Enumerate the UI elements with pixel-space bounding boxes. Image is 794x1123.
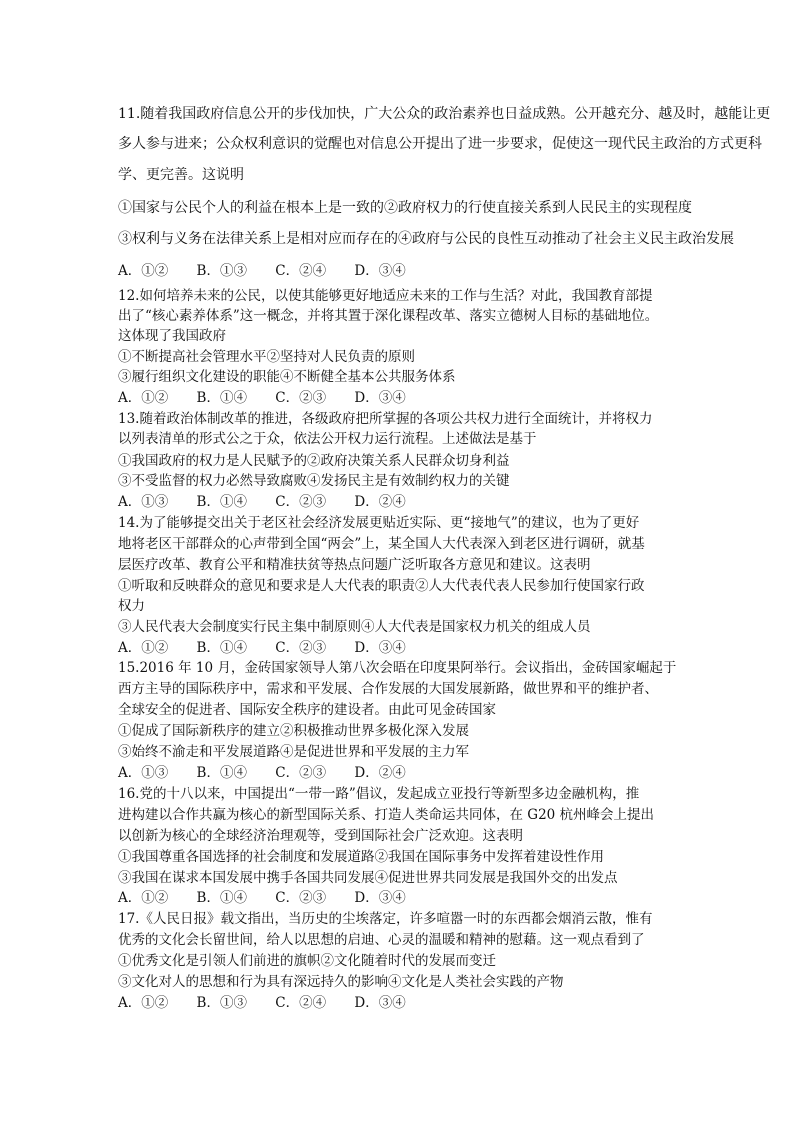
statement-line: ③文化对人的思想和行为具有深远持久的影响④文化是人类社会实践的产物 — [118, 974, 564, 990]
statement-line: ①我国尊重各国选择的社会制度和发展道路②我国在国际事务中发挥着建设性作用 — [118, 849, 604, 865]
option-c: C．②④ — [275, 995, 327, 1011]
answer-options — [118, 994, 430, 1012]
option-a: A．①② — [118, 390, 169, 406]
statement-line: ①促成了国际新秩序的建立②积极推动世界多极化深入发展 — [118, 723, 469, 739]
option-d: D．②④ — [354, 494, 406, 510]
option-a: A．①② — [118, 995, 169, 1011]
statement-line: ③人民代表大会制度实行民主集中制原则④人大代表是国家权力机关的组成人员 — [118, 619, 591, 635]
answer-options — [118, 262, 430, 280]
statement-line: ①不断提高社会管理水平②坚持对人民负责的原则 — [118, 349, 415, 365]
question-text-line: 14.为了能够提交出关于老区社会经济发展更贴近实际、更“接地气”的建议，也为了更好 — [118, 515, 640, 531]
question-text-line: 以列表清单的形式公之于众，依法公开权力运行流程。上述做法是基于 — [118, 431, 537, 447]
statement-line: ①优秀文化是引领人们前进的旗帜②文化随着时代的发展而变迁 — [118, 953, 496, 969]
option-b: B．①③ — [196, 263, 247, 279]
statement-line: ①听取和反映群众的意见和要求是人大代表的职责②人大代表代表人民参加行使国家行政 — [118, 578, 645, 594]
option-d: D．③④ — [354, 890, 406, 906]
option-c: C．②③ — [275, 390, 327, 406]
statement-line: ③不受监督的权力必然导致腐败④发扬民主是有效制约权力的关键 — [118, 473, 510, 489]
question-text-line: 优秀的文化会长留世间，给人以思想的启迪、心灵的温暖和精神的慰藉。这一观点看到了 — [118, 932, 645, 948]
statement-line: ③权利与义务在法律关系上是相对应而存在的④政府与公民的良性互动推动了社会主义民主政治发展 — [118, 231, 734, 247]
question-text-line: 出了“核心素养体系”这一概念，并将其置于深化课程改革、落实立德树人目标的基础地位。 — [118, 308, 659, 324]
answer-options — [118, 389, 430, 407]
question-text-line: 16.党的十八以来，中国提出“一带一路”倡议，发起成立亚投行等新型多边金融机构，推 — [118, 786, 640, 802]
option-a: A．①③ — [118, 494, 169, 510]
option-d: D．②④ — [354, 765, 406, 781]
option-d: D．③④ — [354, 640, 406, 656]
option-a: A．①② — [118, 890, 169, 906]
answer-options — [118, 764, 430, 782]
option-a: A．①③ — [118, 765, 169, 781]
option-d: D．③④ — [354, 263, 406, 279]
option-a: A．①② — [118, 263, 169, 279]
question-text-line: 13.随着政治体制改革的推进，各级政府把所掌握的各项公共权力进行全面统计，并将权力 — [118, 411, 653, 427]
question-text-line: 17.《人民日报》载文指出，当历史的尘埃落定，许多喧嚣一时的东西都会烟消云散，惟有 — [118, 911, 653, 927]
question-text-line: 12.如何培养未来的公民，以使其能够更好地适应未来的工作与生活？对此，我国教育部提 — [118, 288, 653, 304]
option-c: C．②③ — [275, 890, 327, 906]
option-c: C．②④ — [275, 263, 327, 279]
option-c: C．②③ — [275, 494, 327, 510]
option-b: B．①④ — [196, 890, 247, 906]
option-b: B．①④ — [196, 390, 247, 406]
option-b: B．①④ — [196, 765, 247, 781]
question-text-line: 层医疗改革、教育公平和精准扶贫等热点问题广泛听取各方意见和建议。这表明 — [118, 557, 591, 573]
question-text-line: 学、更完善。这说明 — [118, 167, 244, 183]
option-a: A．①② — [118, 640, 169, 656]
option-b: B．①④ — [196, 640, 247, 656]
option-c: C．②③ — [275, 765, 327, 781]
question-text-line: 以创新为核心的全球经济治理观等，受到国际社会广泛欢迎。这表明 — [118, 828, 523, 844]
option-d: D．③④ — [354, 995, 406, 1011]
question-text-line: 西方主导的国际秩序中，需求和平发展、合作发展的大国发展新路，做世界和平的维护者、 — [118, 681, 658, 697]
answer-options — [118, 639, 430, 657]
option-b: B．①③ — [196, 995, 247, 1011]
option-b: B．①④ — [196, 494, 247, 510]
question-text-line: 11.随着我国政府信息公开的步伐加快，广大公众的政治素养也日益成熟。公开越充分、越及时，越能让更 — [118, 106, 771, 122]
question-text-line: 地将老区干部群众的心声带到全国“两会”上，某全国人大代表深入到老区进行调研，就基 — [118, 536, 645, 552]
question-text-line: 多人参与进来；公众权利意识的觉醒也对信息公开提出了进一步要求，促使这一现代民主政治的方式更科 — [118, 136, 762, 152]
statement-line: ①国家与公民个人的利益在根本上是一致的②政府权力的行使直接关系到人民民主的实现程度 — [118, 200, 692, 216]
statement-line: ③履行组织文化建设的职能④不断健全基本公共服务体系 — [118, 369, 456, 385]
option-c: C．②③ — [275, 640, 327, 656]
answer-options — [118, 889, 430, 907]
statement-line: ①我国政府的权力是人民赋予的②政府决策关系人民群众切身利益 — [118, 453, 510, 469]
statement-line: 权力 — [118, 598, 145, 614]
option-d: D．③④ — [354, 390, 406, 406]
question-text-line: 这体现了我国政府 — [118, 328, 226, 344]
answer-options — [118, 493, 430, 511]
question-text-line: 15.2016 年 10 月，金砖国家领导人第八次会晤在印度果阿举行。会议指出，金砖国家崛起于 — [118, 660, 677, 676]
question-text-line: 进构建以合作共赢为核心的新型国际关系、打造人类命运共同体，在 G20 杭州峰会上提出 — [118, 807, 655, 823]
statement-line: ③我国在谋求本国发展中携手各国共同发展④促进世界共同发展是我国外交的出发点 — [118, 870, 618, 886]
statement-line: ③始终不渝走和平发展道路④是促进世界和平发展的主力军 — [118, 744, 469, 760]
question-text-line: 全球安全的促进者、国际安全秩序的建设者。由此可见金砖国家 — [118, 702, 496, 718]
